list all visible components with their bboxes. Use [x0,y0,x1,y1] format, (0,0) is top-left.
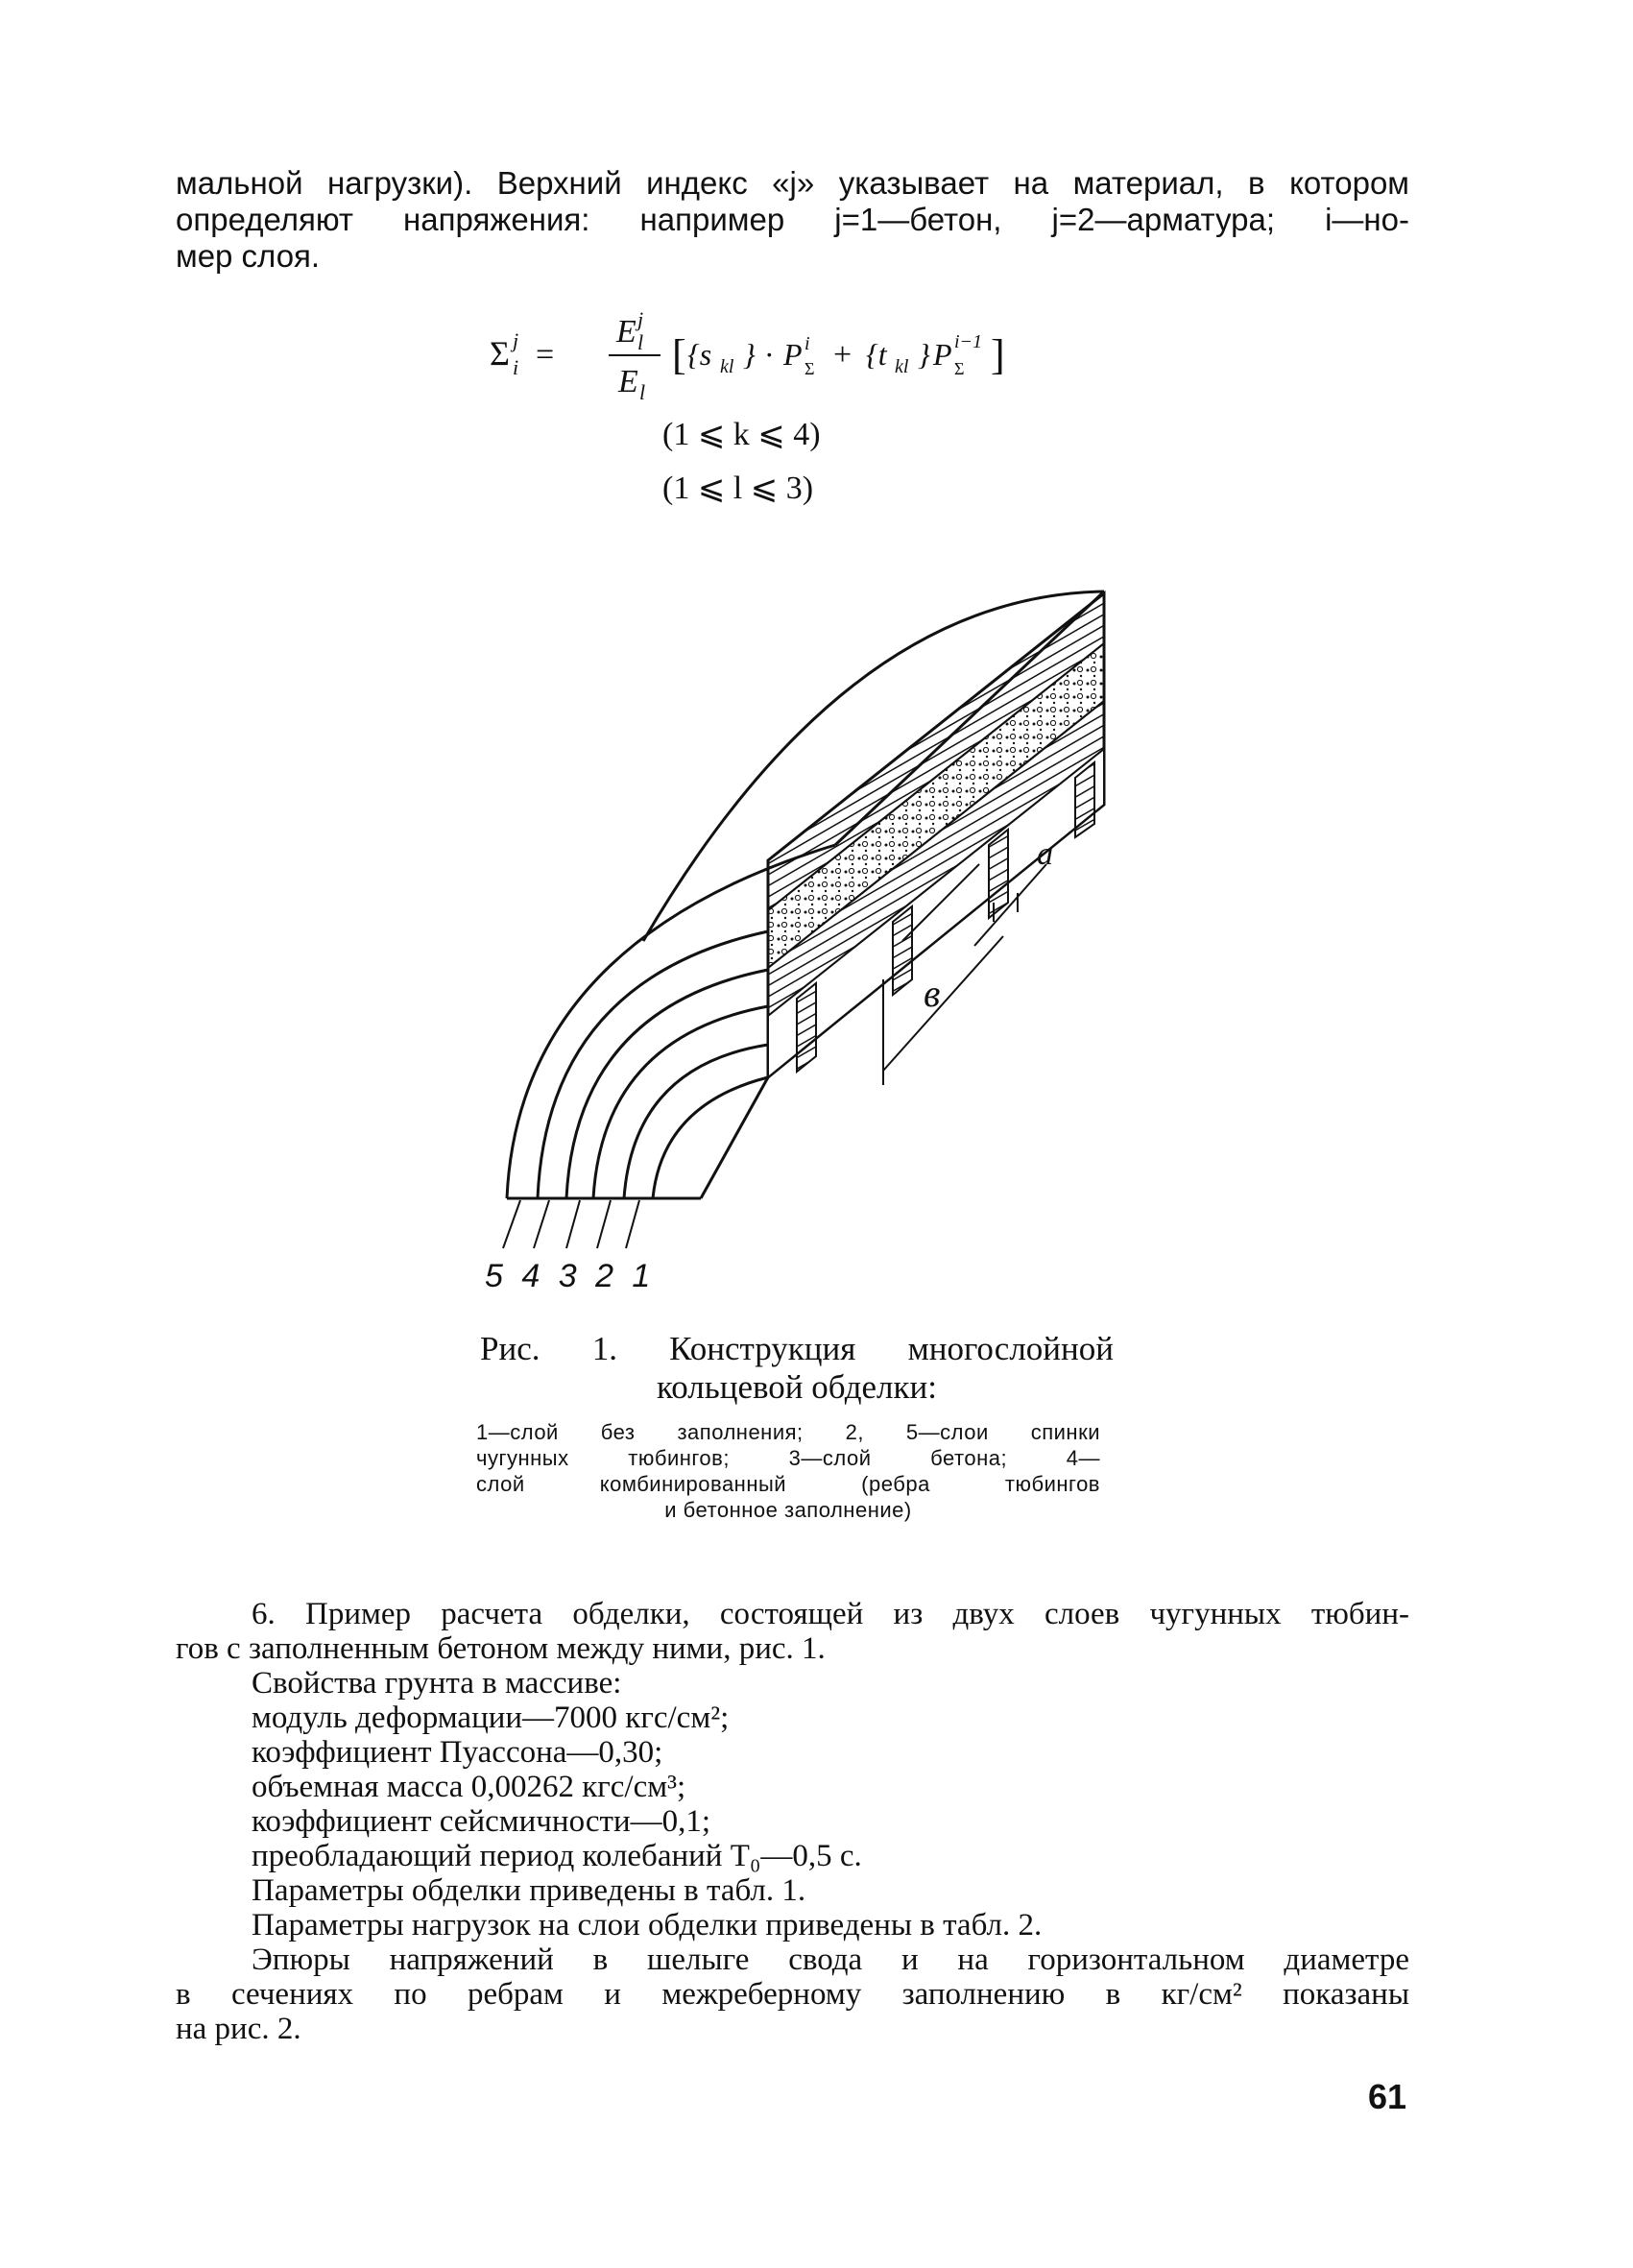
body-p2-line-2: в сечениях по ребрам и межреберному заполнению в кг/см² показаны [176,1977,1409,2012]
lining-figure [480,586,1133,1306]
formula-plus: + [833,337,853,373]
stress-formula [490,307,1104,403]
condition-l: (1 ⩽ l ⩽ 3) [662,470,814,506]
formula-p2-sub: Σ [954,359,965,378]
intro-line-3: мер слоя. [176,238,321,274]
caption-title-line-2: кольцевой обделки: [657,1368,937,1406]
intro-paragraph [176,165,1409,275]
intro-line-1: мальной нагрузки). Верхний индекс «j» указывает на материал, в котором [176,165,1409,201]
formula-num-sup: j [637,307,644,331]
formula-s-term: {s [687,337,712,372]
formula-bracket-open: [ [672,331,686,378]
formula-p1: P [783,337,803,372]
formula-sigma: Σ [490,334,510,373]
legend-line-3: слой комбинированный (ребра тюбингов [476,1472,1100,1496]
formula-p1-sub: Σ [804,359,815,378]
body-line-properties: Свойства грунта в массиве: [252,1666,622,1701]
body-p1-line-2: гов с заполненным бетоном между ними, рис. 1. [176,1631,826,1666]
body-p1-line-1: 6. Пример расчета обделки, состоящей из двух слоев чугунных тюбин- [252,1597,1409,1631]
body-line-mass: объемная масса 0,00262 кгс/см³; [252,1770,686,1804]
layer-leaders [503,1200,639,1248]
body-p2-line-3: на рис. 2. [176,2012,301,2046]
formula-dot: · [764,337,775,372]
formula-t-close: } [918,337,930,372]
formula-p1-sup: i [804,333,810,354]
formula-s-close: } [743,337,756,372]
formula-bracket-close: ] [991,331,1005,378]
dim-a-label: a [1037,836,1053,872]
formula-sigma-sub: i [513,355,519,379]
figure-caption-legend [476,1419,1100,1523]
body-line-poisson: коэффициент Пуассона—0,30; [252,1735,663,1770]
formula-t-sub: kl [895,356,909,377]
body-line-table1: Параметры обделки приведены в табл. 1. [252,1873,806,1908]
formula-s-sub: kl [720,356,734,377]
body-p2-line-1: Эпюры напряжений в шелыге свода и на горизонтальном диаметре [252,1942,1409,1977]
formula-equals: = [536,337,555,373]
legend-line-4: и бетонное заполнение) [664,1498,912,1522]
formula-numerator: E [616,314,636,350]
condition-k: (1 ⩽ k ⩽ 4) [662,417,821,452]
formula-num-sub: l [637,330,644,354]
legend-line-1: 1—слой без заполнения; 2, 5—слои спинки [476,1420,1100,1444]
body-line-period: преобладающий период колебаний T₀—0,5 с. [252,1839,862,1873]
formula-t-term: {t [866,337,887,372]
body-text [176,1597,1409,2046]
formula-den-sub: l [639,380,646,403]
dim-b-label: в [924,972,941,1015]
layer-numbers: 5 4 3 2 1 [485,1258,651,1294]
caption-title-line-1: Рис. 1. Конструкция многослойной [480,1330,1114,1367]
body-line-modulus: модуль деформации—7000 кгс/см²; [252,1701,730,1735]
formula-denominator: E [618,364,638,399]
body-line-seismic: коэффициент сейсмичности—0,1; [252,1804,711,1839]
formula-p2-sup: i−1 [954,331,983,352]
page-number: 61 [1368,2077,1407,2116]
formula-p2: P [933,337,952,372]
figure-caption-title [480,1330,1114,1407]
formula-sigma-sup: j [513,328,519,352]
body-line-table2: Параметры нагрузок на слои обделки приведены в табл. 2. [252,1908,1043,1942]
legend-line-2: чугунных тюбингов; 3—слой бетона; 4— [476,1446,1100,1470]
intro-line-2: определяют напряжения: например j=1—бетон, j=2—арматура; i—но- [176,202,1409,237]
